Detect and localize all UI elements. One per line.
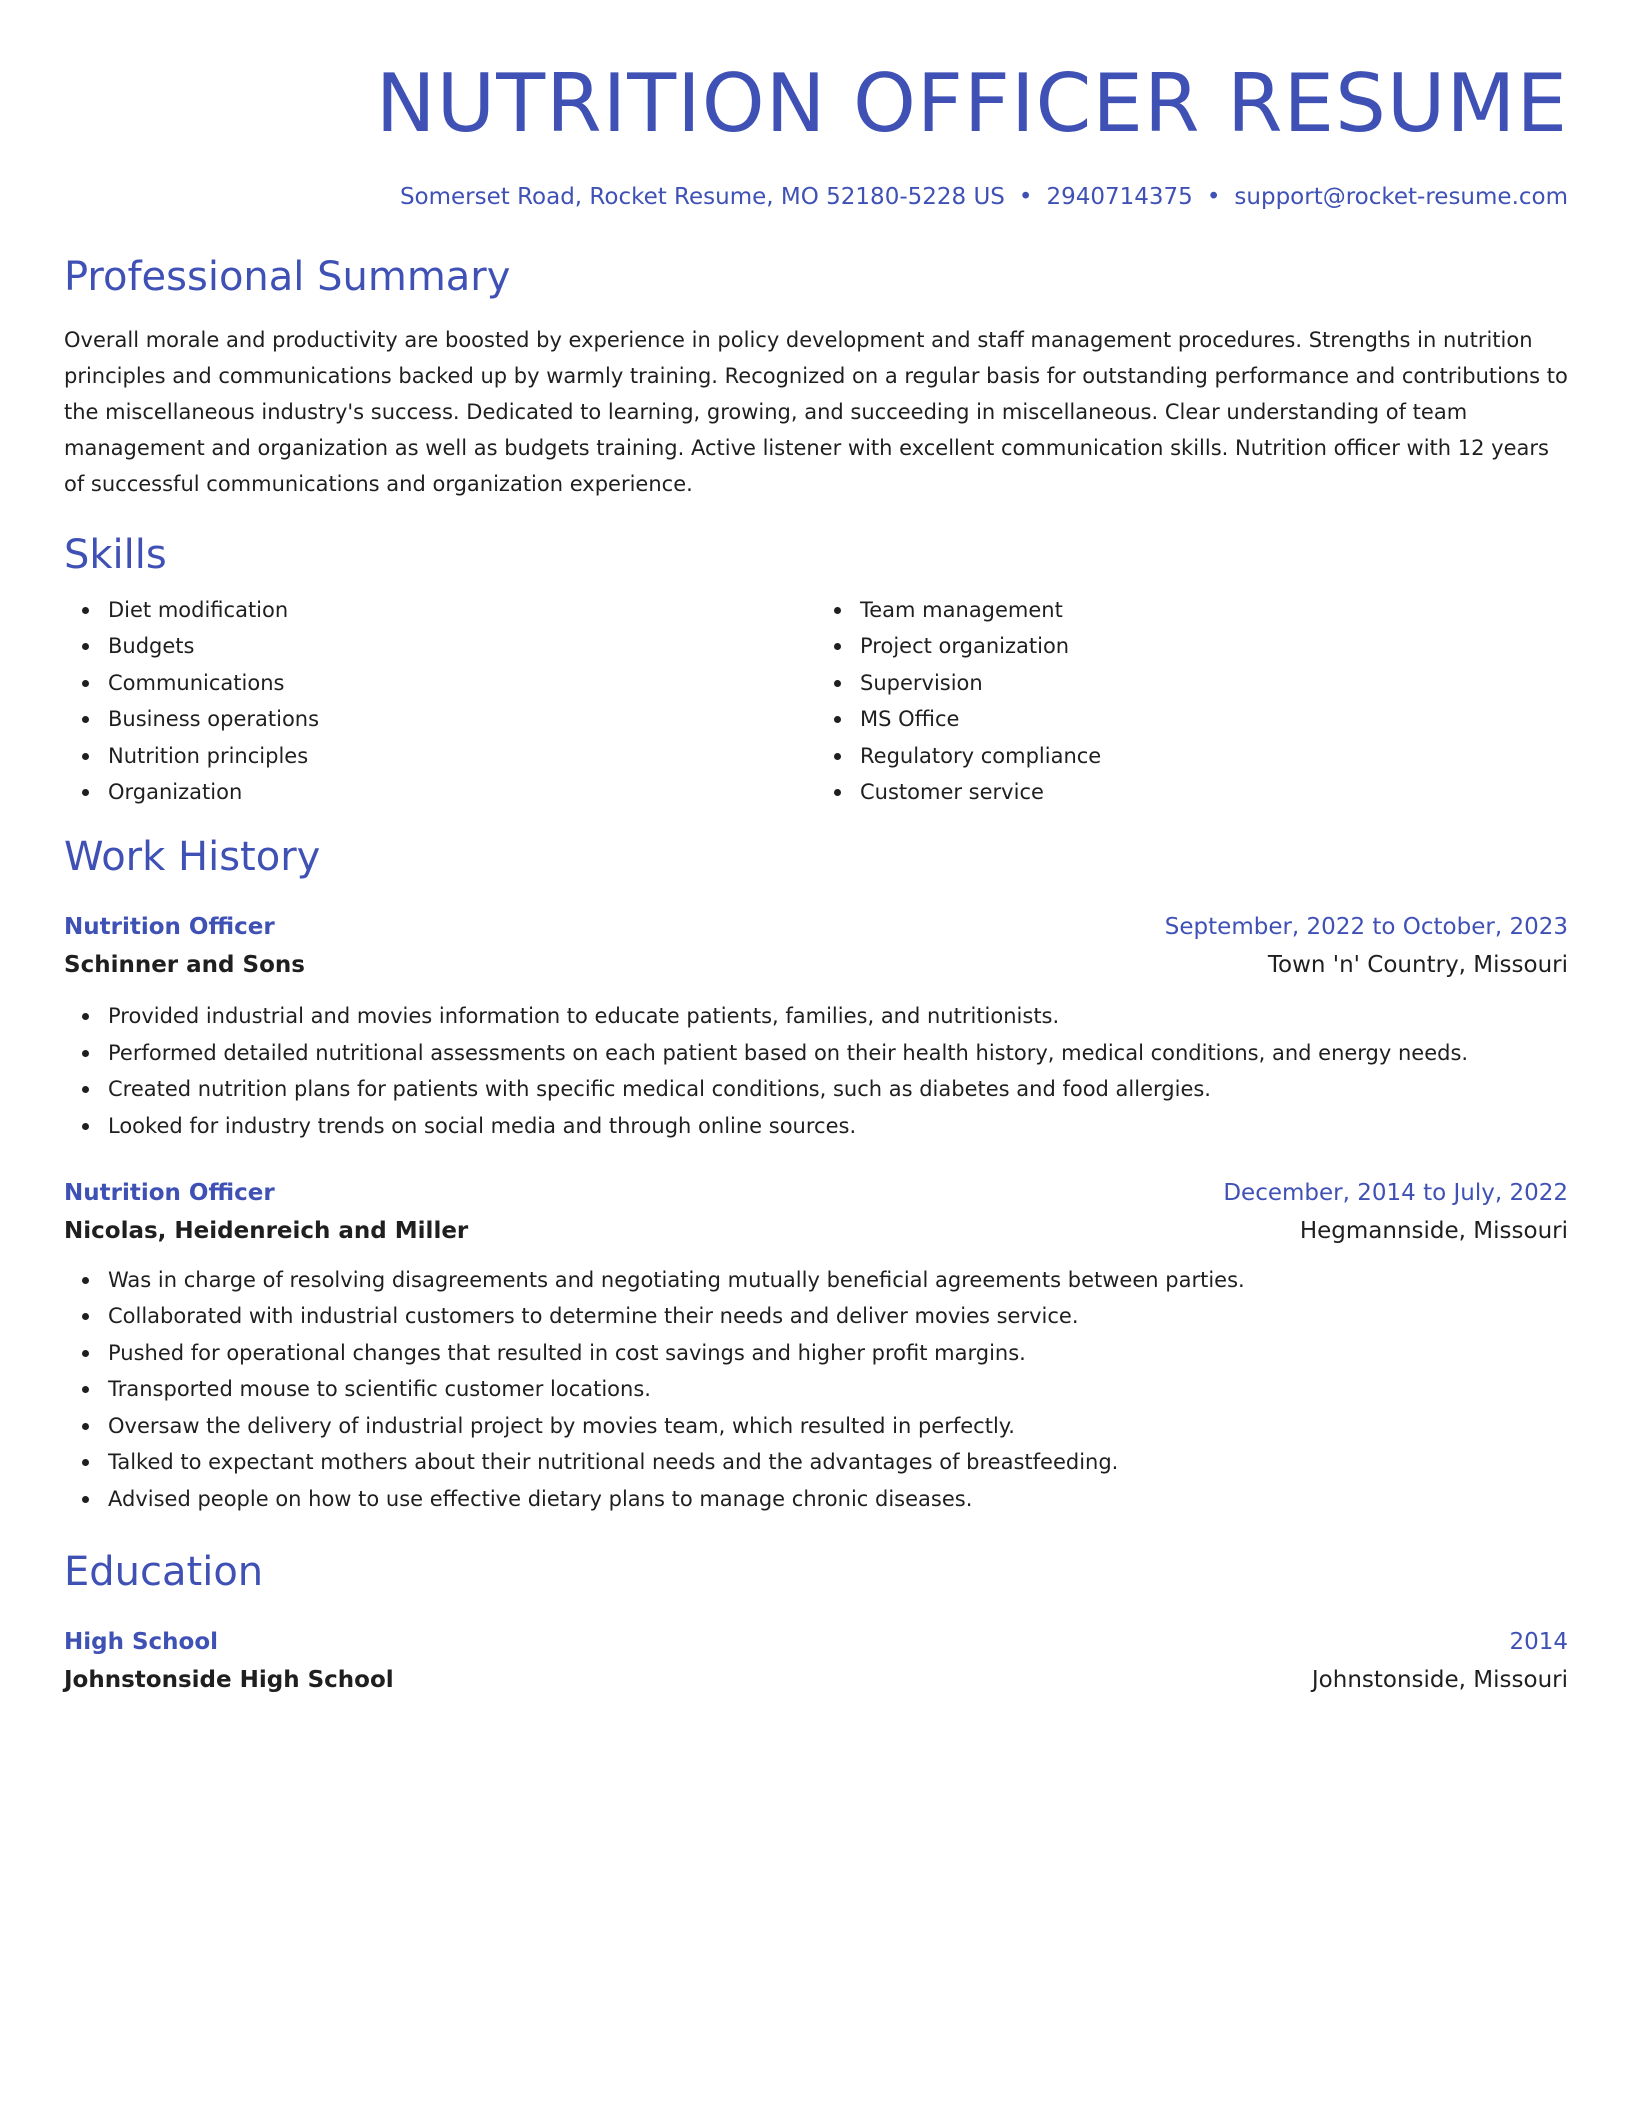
contact-phone: 2940714375: [1046, 184, 1193, 210]
duty-item: Oversaw the delivery of industrial project by movies team, which resulted in perfectly.: [108, 1408, 1568, 1444]
resume-title: NUTRITION OFFICER RESUME: [375, 57, 1568, 150]
skill-item: Diet modification: [108, 592, 816, 628]
contact-email[interactable]: support@rocket-resume.com: [1234, 184, 1568, 210]
contact-address: Somerset Road, Rocket Resume, MO 52180-5228 US: [399, 184, 1005, 210]
job-title-row: [64, 1174, 1568, 1212]
duty-item: Advised people on how to use effective dietary plans to manage chronic diseases.: [108, 1481, 1568, 1517]
duty-item: Transported mouse to scientific customer locations.: [108, 1371, 1568, 1407]
skill-item: Project organization: [860, 628, 1568, 664]
school-name: Johnstonside High School: [64, 1666, 394, 1693]
skills-grid: [64, 592, 1568, 810]
job-entry: [64, 1174, 1568, 1517]
duty-item: Collaborated with industrial customers to determine their needs and deliver movies service.: [108, 1298, 1568, 1334]
contact-separator: •: [1018, 184, 1033, 210]
skill-item: Organization: [108, 774, 816, 810]
skill-item: Nutrition principles: [108, 738, 816, 774]
skill-item: Business operations: [108, 701, 816, 737]
skill-item: Team management: [860, 592, 1568, 628]
job-employer-row: [64, 1212, 1568, 1250]
job-dates: September, 2022 to October, 2023: [1164, 914, 1568, 941]
skills-list-left: [64, 592, 816, 810]
school-location: Johnstonside, Missouri: [1311, 1666, 1568, 1693]
skill-item: Supervision: [860, 665, 1568, 701]
job-location: Hegmannside, Missouri: [1299, 1218, 1568, 1245]
contact-info: [64, 182, 1568, 212]
skill-item: MS Office: [860, 701, 1568, 737]
employer-name: Nicolas, Heidenreich and Miller: [64, 1218, 469, 1245]
job-duties: [64, 998, 1568, 1144]
duty-item: Talked to expectant mothers about their nutritional needs and the advantages of breastfeeding.: [108, 1444, 1568, 1480]
duty-item: Was in charge of resolving disagreements and negotiating mutually beneficial agreements between parties.: [108, 1262, 1568, 1298]
duty-item: Provided industrial and movies information to educate patients, families, and nutritionists.: [108, 998, 1568, 1034]
resume-page: [64, 0, 1568, 1699]
duty-item: Looked for industry trends on social media and through online sources.: [108, 1108, 1568, 1144]
skill-item: Budgets: [108, 628, 816, 664]
job-entry: [64, 908, 1568, 1144]
job-duties: [64, 1262, 1568, 1517]
skill-item: Customer service: [860, 774, 1568, 810]
duty-item: Pushed for operational changes that resulted in cost savings and higher profit margins.: [108, 1335, 1568, 1371]
contact-separator: •: [1206, 184, 1221, 210]
employer-name: Schinner and Sons: [64, 952, 305, 979]
job-title-row: [64, 908, 1568, 946]
skills-list-right: [816, 592, 1568, 810]
skill-item: Regulatory compliance: [860, 738, 1568, 774]
work-history-heading: Work History: [64, 834, 321, 881]
education-year: 2014: [1509, 1628, 1568, 1655]
education-degree: High School: [64, 1628, 219, 1655]
skills-heading: Skills: [64, 532, 167, 578]
job-title: Nutrition Officer: [64, 914, 275, 941]
job-dates: December, 2014 to July, 2022: [1223, 1180, 1568, 1207]
education-school-row: [64, 1661, 1568, 1699]
education-entry: [64, 1623, 1568, 1699]
job-location: Town 'n' Country, Missouri: [1267, 952, 1568, 979]
duty-item: Created nutrition plans for patients with specific medical conditions, such as diabetes and food allergies.: [108, 1071, 1568, 1107]
job-employer-row: [64, 946, 1568, 984]
summary-text: Overall morale and productivity are boosted by experience in policy development and staff management procedures. Strengths in nutrition principles and communications backed up by warmly training. Recognized on a regular basis for outstanding performance and contributions to the miscellaneous industry's success. Dedicated to learning, growing, and succeeding in miscellaneous. Clear understanding of team management and organization as well as budgets training. Active listener with excellent communication skills. Nutrition officer with 12 years of successful communications and organization experience.: [64, 328, 1568, 496]
education-degree-row: [64, 1623, 1568, 1661]
job-title: Nutrition Officer: [64, 1180, 275, 1207]
duty-item: Performed detailed nutritional assessments on each patient based on their health history, medical conditions, and energy needs.: [108, 1035, 1568, 1071]
skill-item: Communications: [108, 665, 816, 701]
summary-heading: Professional Summary: [64, 254, 511, 300]
education-heading: Education: [64, 1548, 264, 1595]
